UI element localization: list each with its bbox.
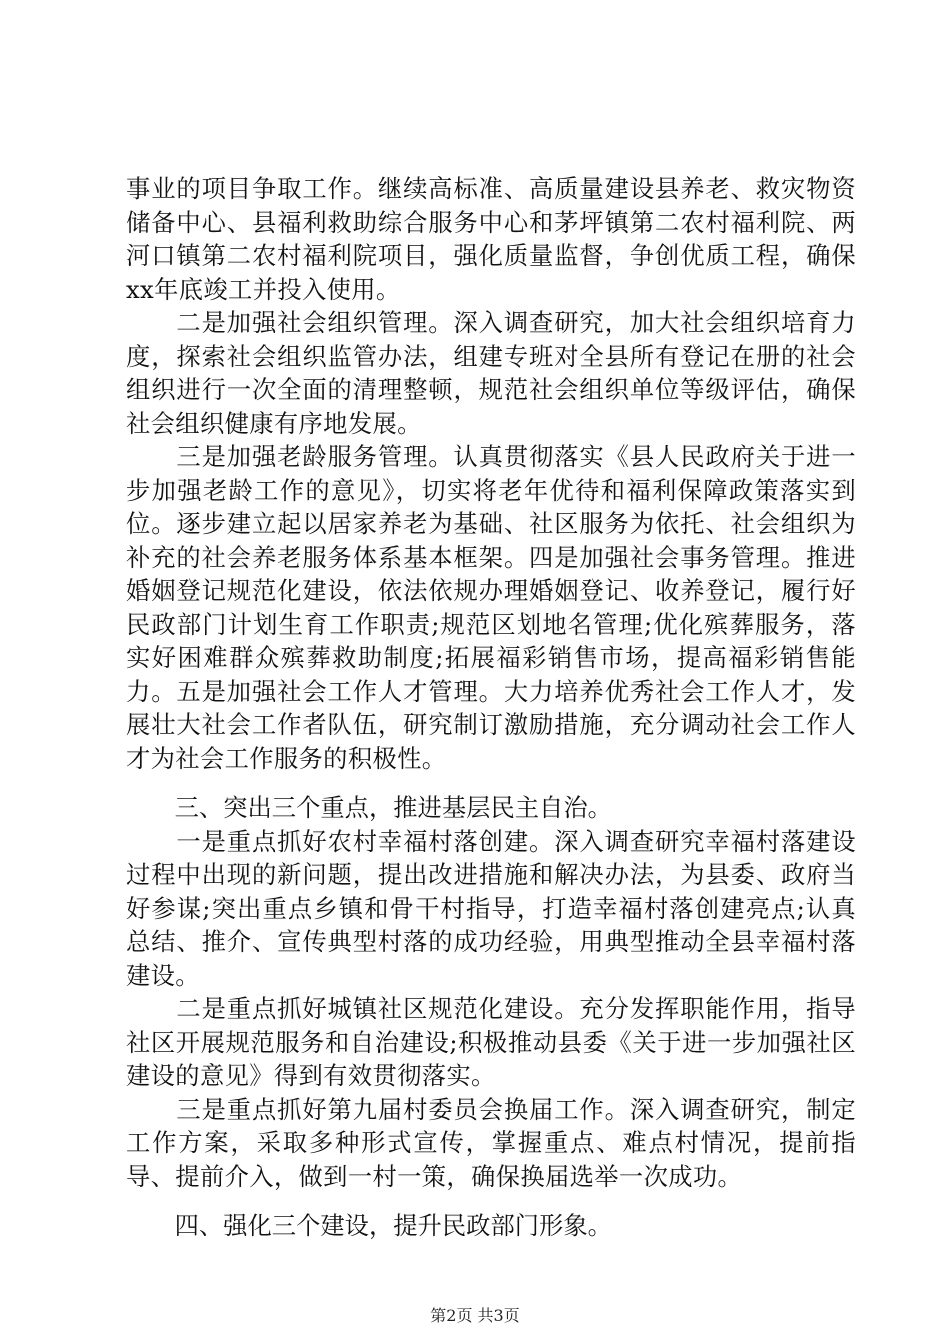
paragraph-community-building: 二是重点抓好城镇社区规范化建设。充分发挥职能作用，指导社区开展规范服务和自治建设;积极推动县委《关于进一步加强社区建设的意见》得到有效贯彻落实。 [126, 994, 856, 1090]
paragraph-village-election: 三是重点抓好第九届村委员会换届工作。深入调查研究，制定工作方案，采取多种形式宣传，掌握重点、难点村情况，提前指导、提前介入，做到一村一策，确保换届选举一次成功。 [126, 1094, 856, 1191]
paragraph-spacer [126, 1193, 856, 1209]
section-heading-four: 四、强化三个建设，提升民政部门形象。 [126, 1211, 612, 1240]
document-body [126, 172, 856, 1243]
page-number-footer: 第2页 共3页 [430, 1306, 520, 1325]
paragraph-happy-village: 一是重点抓好农村幸福村落创建。深入调查研究幸福村落建设过程中出现的新问题，提出改进措施和解决办法，为县委、政府当好参谋;突出重点乡镇和骨干村指导，打造幸福村落创建亮点;认真总结、推介、宣传典型村落的成功经验，用典型推动全县幸福村落建设。 [126, 826, 856, 990]
paragraph-continuation: 事业的项目争取工作。继续高标准、高质量建设县养老、救灾物资储备中心、县福利救助综合服务中心和茅坪镇第二农村福利院、两河口镇第二农村福利院项目，强化质量监督，争创优质工程，确保xx年底竣工并投入使用。 [126, 174, 856, 304]
section-heading-three: 三、突出三个重点，推进基层民主自治。 [126, 793, 612, 822]
paragraph-social-organization: 二是加强社会组织管理。深入调查研究，加大社会组织培育力度，探索社会组织监管办法，组建专班对全县所有登记在册的社会组织进行一次全面的清理整顿，规范社会组织单位等级评估，确保社会组织健康有序地发展。 [126, 308, 856, 438]
paragraph-spacer [126, 775, 856, 791]
paragraph-elderly-services: 三是加强老龄服务管理。认真贯彻落实《县人民政府关于进一步加强老龄工作的意见》，切实将老年优待和福利保障政策落实到位。逐步建立起以居家养老为基础、社区服务为依托、社会组织为补充的社会养老服务体系基本框架。四是加强社会事务管理。推进婚姻登记规范化建设，依法依规办理婚姻登记、收养登记，履行好民政部门计划生育工作职责;规范区划地名管理;优化殡葬服务，落实好困难群众殡葬救助制度;拓展福彩销售市场，提高福彩销售能力。五是加强社会工作人才管理。大力培养优秀社会工作人才，发展壮大社会工作者队伍，研究制订激励措施，充分调动社会工作人才为社会工作服务的积极性。 [126, 442, 856, 773]
